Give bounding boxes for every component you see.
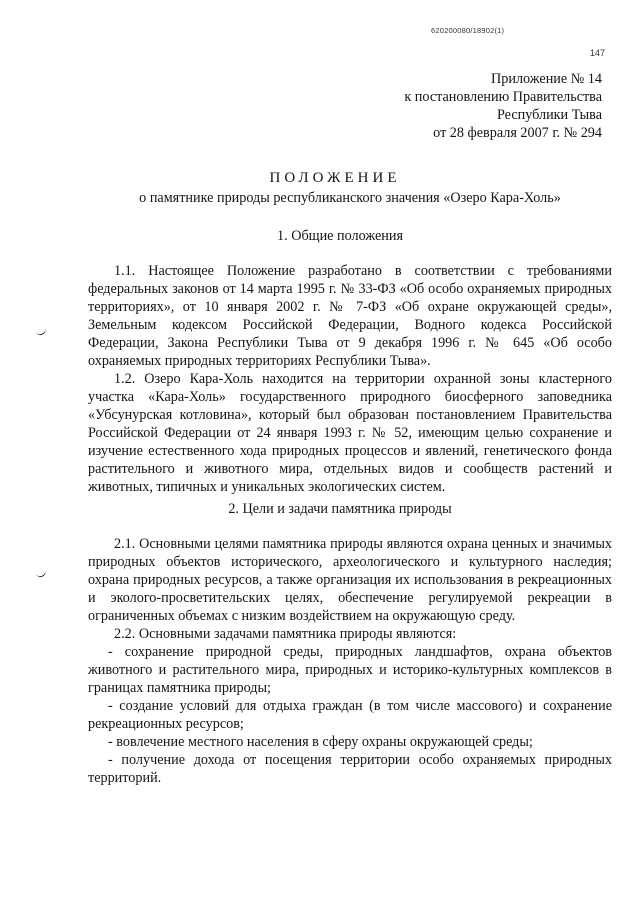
paragraph: 1.1. Настоящее Положение разработано в соответствии с требованиями федеральных законов от 14 марта 1995 г. № 33-ФЗ «Об особо охраняемых природных территориях», от 10 января 2002 г. № 7-ФЗ «Об охране окружающей среды», Земельным кодексом Российской Федерации, Водного кодекса Российской Федерации, Закона Республики Тыва от 9 декабря 1996 г. № 645 «Об особо охраняемых природных территориях Республики Тыва». [88, 263, 612, 369]
binding-mark [35, 569, 47, 579]
document-title: ПОЛОЖЕНИЕ [269, 170, 401, 186]
appendix-line: Республики Тыва [496, 107, 602, 123]
paragraph: 2.1. Основными целями памятника природы являются охрана ценных и значимых природных объектов исторического, археологического и культурного наследия; охрана природных ресурсов, а также организация их использования в рекреационных и эколого-просветительских целях, обеспечение регулируемой рекреации в ограниченных объемах с низким воздействием на окружающую среду. [88, 536, 612, 624]
paragraph: 2.2. Основными задачами памятника природы являются: [114, 626, 457, 642]
list-item: - создание условий для отдыха граждан (в том числе массового) и сохранение рекреационных ресурсов; [88, 698, 612, 732]
list-item: - получение дохода от посещения территории особо охраняемых природных территорий. [88, 752, 612, 786]
document-subtitle: о памятнике природы республиканского значения «Озеро Кара-Холь» [139, 190, 561, 206]
page-number: 147 [590, 48, 606, 58]
appendix-line: от 28 февраля 2007 г. № 294 [433, 125, 602, 141]
paragraph: 1.2. Озеро Кара-Холь находится на территории охранной зоны кластерного участка «Кара-Холь» государственного природного биосферного заповедника «Убсунурская котловина», который был образован постановлением Правительства Российской Федерации от 24 января 1993 г. № 52, имеющим целью сохранение и изучение естественного хода природных процессов и явлений, генетического фонда растительного и животного мира, отдельных видов и сообществ растений и животных, типичных и уникальных экологических систем. [88, 371, 612, 495]
section-heading: 1. Общие положения [277, 228, 403, 244]
section-body [88, 262, 612, 496]
appendix-block [342, 70, 602, 142]
list-item: - вовлечение местного населения в сферу охраны окружающей среды; [108, 734, 533, 750]
appendix-line: к постановлению Правительства [404, 89, 602, 105]
section-heading: 2. Цели и задачи памятника природы [228, 501, 452, 517]
document-code: 620200080/18902(1) [431, 26, 505, 35]
section-body [88, 535, 612, 787]
binding-mark [35, 327, 47, 337]
list-item: - сохранение природной среды, природных ландшафтов, охрана объектов животного и растительного мира, природных и историко-культурных комплексов в границах памятника природы; [88, 644, 612, 696]
appendix-line: Приложение № 14 [491, 71, 602, 87]
